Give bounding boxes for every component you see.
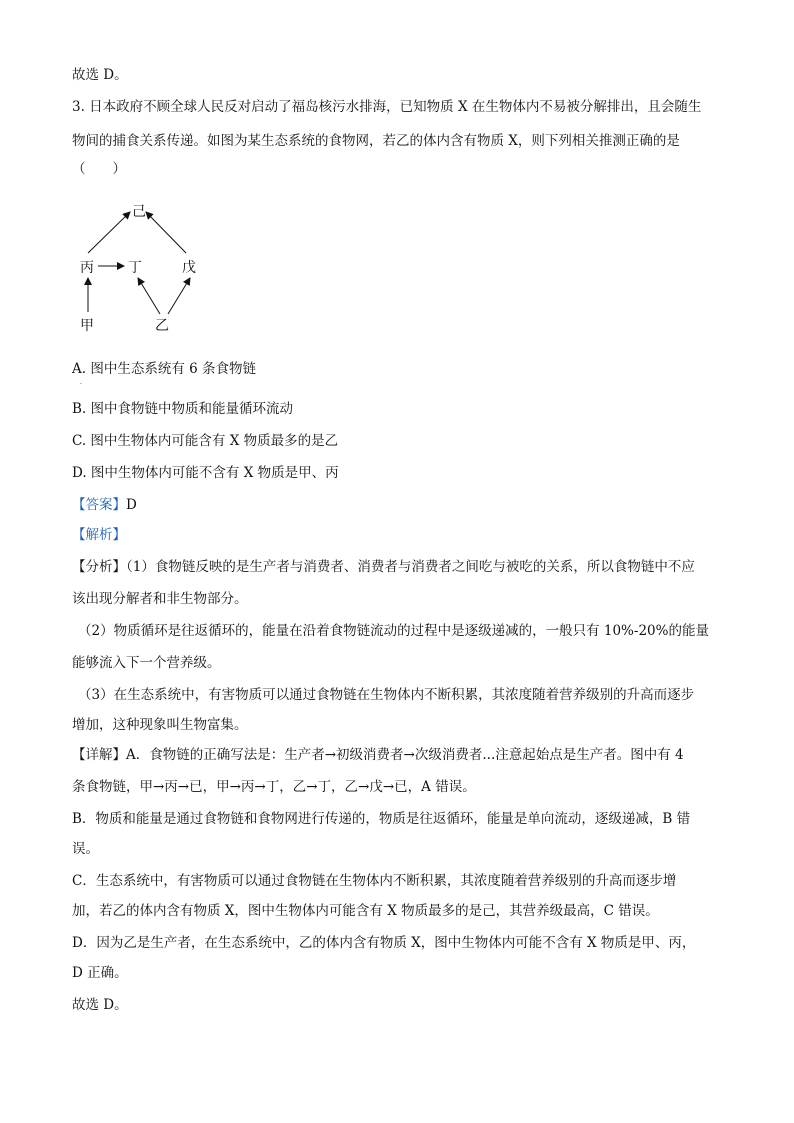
- question-3-stem-line-1: 3. 日本政府不顾全球人民反对启动了福岛核污水排海，已知物质 X 在生物体内不易被分解排出，且会随生: [72, 99, 702, 115]
- food-web-diagram: [66, 196, 216, 338]
- node-bing: 丙: [80, 260, 94, 276]
- answer-line: [72, 496, 137, 514]
- analysis-point-2-line-2: 能够流入下一个营养级。: [72, 655, 221, 671]
- arrow-wu-to-ji: [146, 212, 186, 253]
- fenxi-tag: 【分析】: [72, 559, 126, 575]
- node-jia: 甲: [80, 318, 94, 334]
- analysis-heading: [72, 526, 126, 544]
- option-c: C. 图中生物体内可能含有 X 物质最多的是乙: [72, 433, 339, 449]
- answer-tag: 【答案】: [72, 497, 126, 513]
- analysis-point-3-line-2: 增加，这种现象叫生物富集。: [72, 717, 248, 733]
- analysis-point-1-line-1: [72, 558, 695, 576]
- answer-value: D: [126, 497, 137, 513]
- detail-a-line-2: 条食物链，甲→丙→已，甲→丙→丁，乙→丁，乙→戊→已，A 错误。: [72, 779, 476, 795]
- detail-c-line-1: C．生态系统中，有害物质可以通过食物链在生物体内不断积累，其浓度随着营养级别的升高而逐步增: [72, 873, 677, 889]
- analysis-point-2-line-1: （2）物质循环是往返循环的，能量在沿着食物链流动的过程中是逐级递减的，一般只有 10%-20%的能量: [78, 623, 709, 639]
- previous-conclusion: 故选 D。: [72, 67, 128, 83]
- detail-b-line-2: 误。: [72, 841, 99, 857]
- analysis-point-1-text: （1）食物链反映的是生产者与消费者、消费者与消费者之间吃与被吃的关系，所以食物链中不应: [126, 559, 695, 575]
- question-3-stem-line-2: 物间的捕食关系传递。如图为某生态系统的食物网，若乙的体内含有物质 X，则下列相关推测正确的是: [72, 133, 680, 149]
- node-ding: 丁: [128, 260, 142, 276]
- option-b: B. 图中食物链中物质和能量循环流动: [72, 401, 294, 417]
- analysis-tag: 【解析】: [72, 527, 126, 543]
- node-yi: 乙: [155, 318, 169, 334]
- node-wu: 戊: [182, 260, 196, 276]
- analysis-point-1-line-2: 该出现分解者和非生物部分。: [72, 591, 248, 607]
- arrow-yi-to-ding: [138, 278, 160, 314]
- option-d: D. 图中生物体内可能不含有 X 物质是甲、丙: [72, 465, 339, 481]
- detail-c-line-2: 加，若乙的体内含有物质 X，图中生物体内可能含有 X 物质最多的是己，其营养级最高，C 错误。: [72, 903, 659, 919]
- question-3-answer-blank: （ ）: [72, 161, 126, 177]
- detail-b-line-1: B．物质和能量是通过食物链和食物网进行传递的，物质是往返循环，能量是单向流动，逐级递减，B 错: [72, 811, 691, 827]
- arrow-bing-to-ji: [88, 212, 130, 253]
- arrow-yi-to-wu: [168, 278, 190, 314]
- analysis-point-3-line-1: （3）在生态系统中，有害物质可以通过食物链在生物体内不断积累，其浓度随着营养级别的升高而逐步: [78, 687, 695, 703]
- node-ji: 己: [132, 204, 146, 220]
- xiangjie-tag: 【详解】: [72, 747, 126, 763]
- detail-a-text: A．食物链的正确写法是：生产者→初级消费者→次级消费者...注意起始点是生产者。图中有 4: [126, 747, 684, 763]
- detail-d-line-1: D．因为乙是生产者，在生态系统中，乙的体内含有物质 X，图中生物体内可能不含有 X 物质是甲、丙，: [72, 935, 696, 951]
- stray-dot: ·: [80, 381, 82, 388]
- final-conclusion: 故选 D。: [72, 997, 128, 1013]
- option-a: A. 图中生态系统有 6 条食物链: [72, 361, 257, 377]
- detail-d-line-2: D 正确。: [72, 965, 128, 981]
- detail-a-line-1: [72, 746, 684, 764]
